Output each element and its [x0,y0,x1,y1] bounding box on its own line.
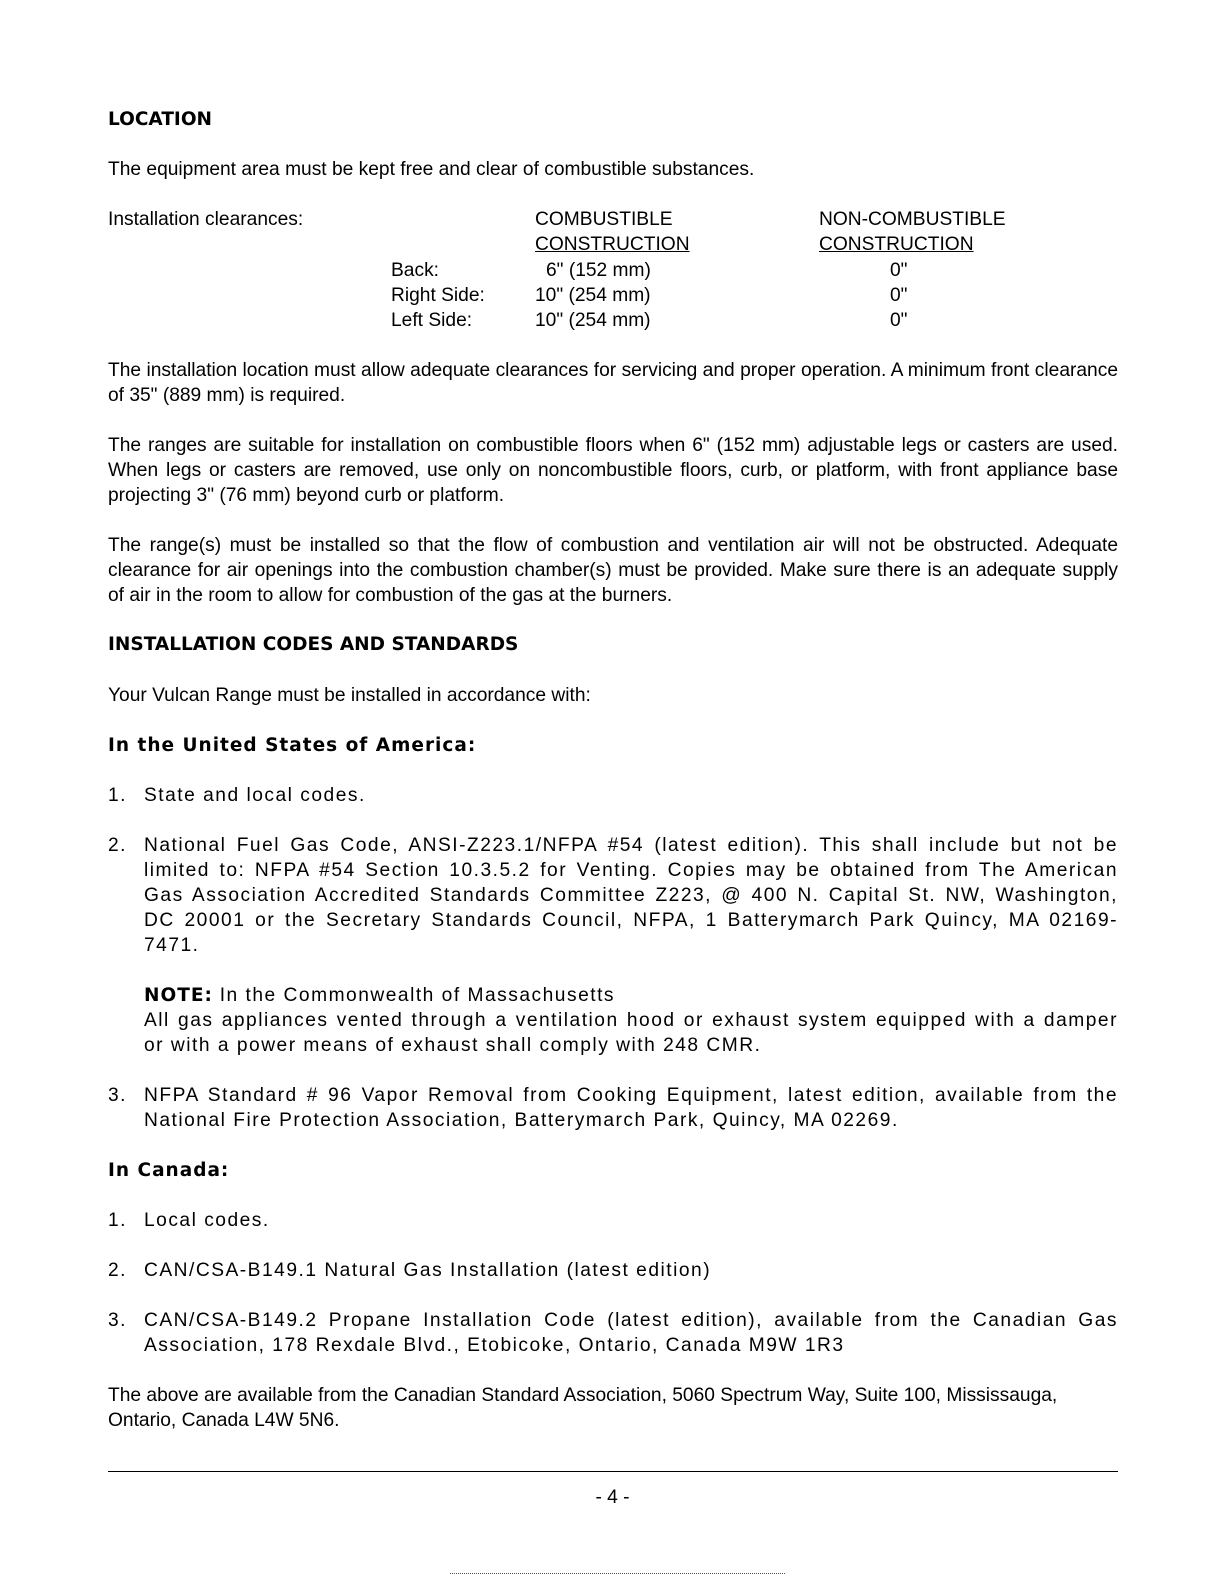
usa-item-3 [108,1083,1118,1133]
page-number: - 4 - [595,1487,630,1508]
combustible-header-construction: CONSTRUCTION [535,234,690,255]
list-number: 2. [108,1260,128,1281]
note-line1: In the Commonwealth of Massachusetts [219,985,615,1006]
row-right-side-combustible: 10" (254 mm) [535,285,651,306]
massachusetts-note [144,983,1118,1058]
row-back-noncombustible: 0" [890,260,908,281]
codes-heading: INSTALLATION CODES AND STANDARDS [108,634,519,655]
usa-item-2 [108,833,1118,958]
list-number: 2. [108,835,128,856]
list-item-text: CAN/CSA-B149.2 Propane Installation Code (latest edition), available from the Canadian Gas Association, 178 Rexdale Blvd., Etobicoke, Ontario, Canada M9W 1R3 [144,1310,1118,1356]
list-number: 3. [108,1310,128,1331]
closing-paragraph: The above are available from the Canadian Standard Association, 5060 Spectrum Way, Suite 100, Mississauga, Ontario, Canada L4W 5N6. [108,1385,1058,1431]
usa-heading: In the United States of America: [108,735,477,756]
clearances-label: Installation clearances: [108,209,304,230]
air-paragraph: The range(s) must be installed so that the flow of combustion and ventilation air will not be obstructed. Adequate clearance for air openings into the combustion chamber(s) must be provided. Make sure there is an adequate supply of air in the room to allow for combustion of the gas at the burners. [108,535,1118,606]
codes-intro: Your Vulcan Range must be installed in accordance with: [108,685,591,706]
noncombustible-header-construction: CONSTRUCTION [819,234,974,255]
usa-item-1 [108,783,1118,808]
list-item-text: NFPA Standard # 96 Vapor Removal from Cooking Equipment, latest edition, available from the National Fire Protection Association, Batterymarch Park, Quincy, MA 02269. [144,1085,1118,1131]
canada-item-3 [108,1308,1118,1358]
list-number: 3. [108,1085,128,1106]
list-number: 1. [108,785,128,806]
page-edge-dotted-line [450,1573,785,1574]
note-body: All gas appliances vented through a ventilation hood or exhaust system equipped with a damper or with a power means of exhaust shall comply with 248 CMR. [144,1010,1118,1056]
canada-item-1 [108,1208,1118,1233]
list-item-text: Local codes. [144,1210,270,1231]
location-heading: LOCATION [108,109,213,130]
row-back-combustible: 6" (152 mm) [546,260,651,281]
row-left-side-noncombustible: 0" [890,310,908,331]
location-intro: The equipment area must be kept free and clear of combustible substances. [108,159,755,180]
note-label: NOTE: [144,985,213,1006]
row-left-side-combustible: 10" (254 mm) [535,310,651,331]
noncombustible-header: NON-COMBUSTIBLE [819,209,1006,230]
footer-divider [108,1471,1118,1472]
row-label-right-side: Right Side: [391,285,485,306]
combustible-header: COMBUSTIBLE [535,209,673,230]
list-number: 1. [108,1210,128,1231]
canada-item-2 [108,1258,1118,1283]
row-right-side-noncombustible: 0" [890,285,908,306]
list-item-text: State and local codes. [144,785,366,806]
row-label-left-side: Left Side: [391,310,473,331]
clearance-paragraph: The installation location must allow adequate clearances for servicing and proper operation. A minimum front clearance of 35" (889 mm) is required. [108,360,1118,406]
list-item-text: CAN/CSA-B149.1 Natural Gas Installation (latest edition) [144,1260,712,1281]
canada-heading: In Canada: [108,1160,230,1181]
row-label-back: Back: [391,260,439,281]
floors-paragraph: The ranges are suitable for installation on combustible floors when 6" (152 mm) adjustable legs or casters are used. When legs or casters are removed, use only on noncombustible floors, curb, or platform, with front appliance base projecting 3" (76 mm) beyond curb or platform. [108,435,1118,506]
list-item-text: National Fuel Gas Code, ANSI-Z223.1/NFPA #54 (latest edition). This shall include but not be limited to: NFPA #54 Section 10.3.5.2 for Venting. Copies may be obtained from The American Gas Association Accredited Standards Committee Z223, @ 400 N. Capital St. NW, Washington, DC 20001 or the Secretary Standards Council, NFPA, 1 Batterymarch Park Quincy, MA 02169-7471. [144,835,1118,956]
